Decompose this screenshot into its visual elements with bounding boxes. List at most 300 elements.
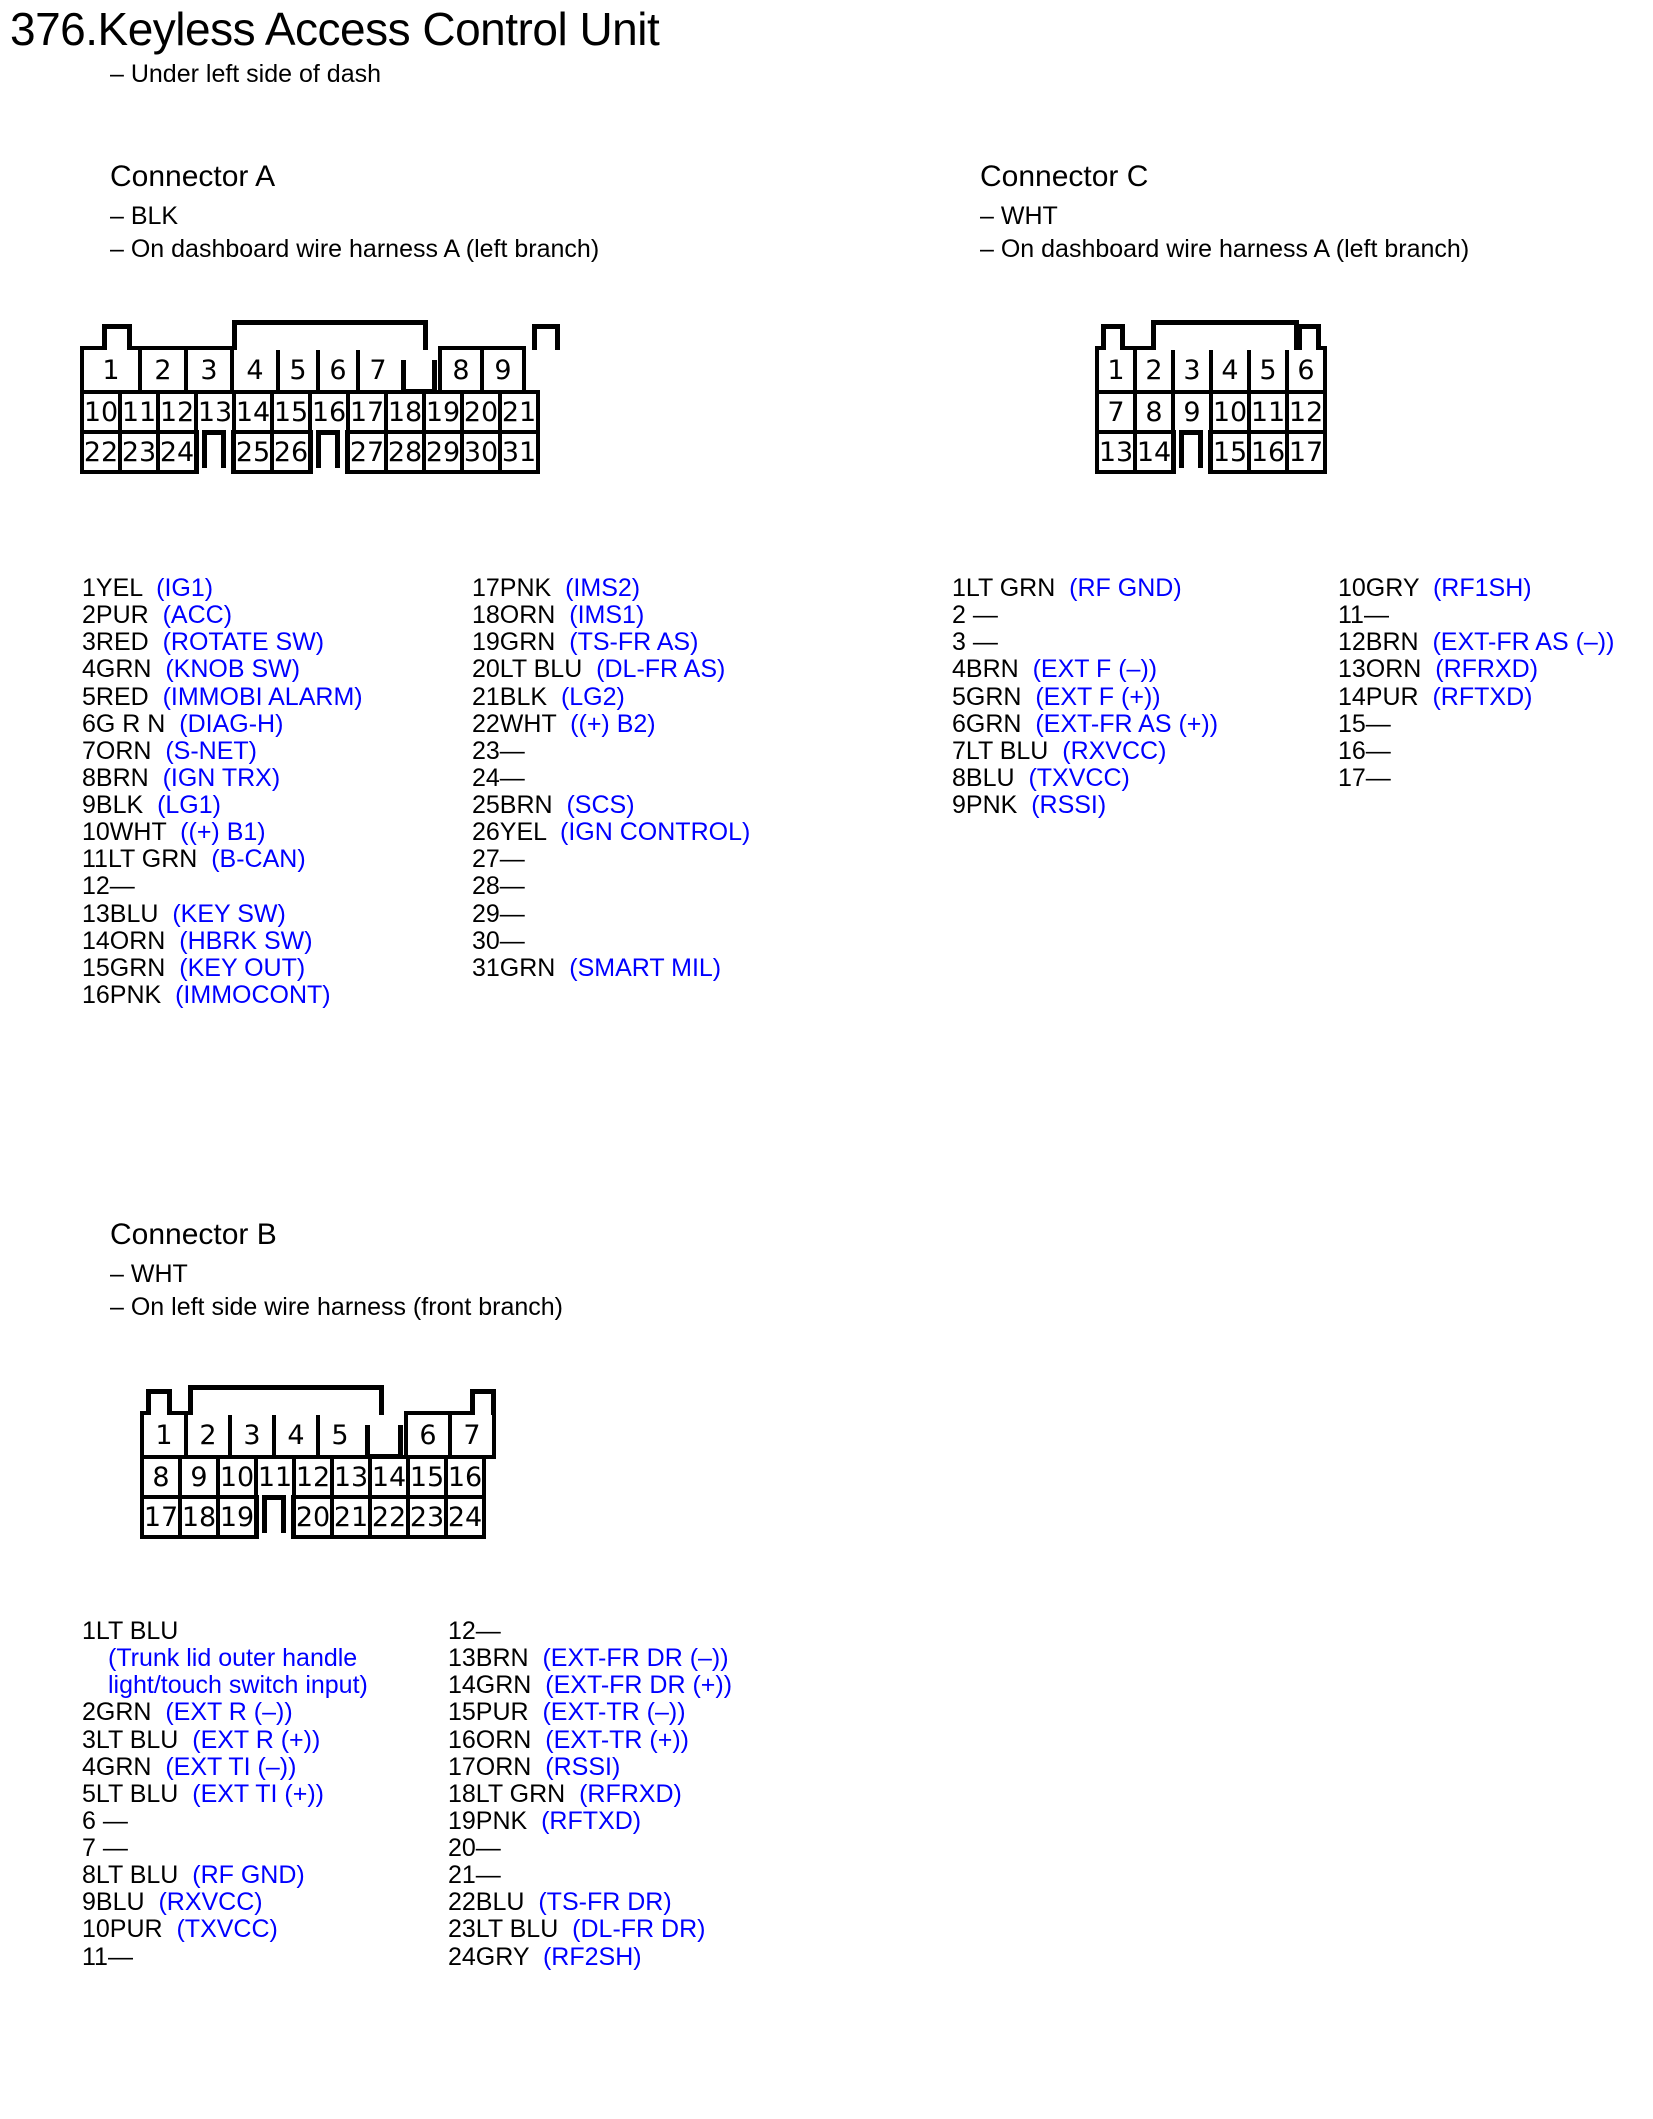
pin-signal-name: (RFRXD) bbox=[1421, 655, 1539, 684]
pin-number-and-wire: 11— bbox=[1338, 601, 1389, 630]
connector-pin-cell: 2 bbox=[184, 1411, 232, 1459]
pin-signal-name: (ACC) bbox=[148, 601, 233, 630]
connector-housing bbox=[140, 1385, 492, 1539]
pin-number-and-wire: 11LT GRN bbox=[82, 845, 198, 874]
connector-a-color-note: – BLK bbox=[110, 202, 179, 230]
connector-pin-cell: 18 bbox=[384, 390, 426, 434]
pin-signal-wrap-line: (Trunk lid outer handle bbox=[108, 1644, 358, 1673]
connector-pin-cell: 8 bbox=[140, 1455, 182, 1499]
pin-number-and-wire: 18LT GRN bbox=[448, 1779, 566, 1808]
pin-signal-name: (EXT TI (+)) bbox=[178, 1779, 324, 1808]
connector-pin-cell: 7 bbox=[448, 1411, 496, 1459]
pin-number-and-wire: 14PUR bbox=[1338, 682, 1419, 711]
connector-pin-cell: 27 bbox=[346, 430, 388, 474]
pin-number-and-wire: 3 — bbox=[952, 628, 998, 657]
pin-number-and-wire: 17— bbox=[1338, 763, 1391, 792]
pin-row bbox=[82, 1699, 368, 1726]
connector-b-location-note: – On left side wire harness (front branch) bbox=[110, 1293, 563, 1321]
connector-pin-cell: 3 bbox=[1171, 346, 1213, 394]
connector-pin-cell: 9 bbox=[480, 346, 526, 394]
connector-top-rail bbox=[1151, 320, 1299, 350]
connector-pin-cell: 21 bbox=[330, 1495, 372, 1539]
pin-signal-name: (RSSI) bbox=[531, 1752, 621, 1781]
pin-signal-name: (LG1) bbox=[143, 791, 221, 819]
pin-number-and-wire: 9BLK bbox=[82, 791, 144, 819]
pin-signal-name: (EXT R (–)) bbox=[151, 1698, 293, 1727]
connector-pin-cell: 10 bbox=[1209, 390, 1251, 434]
pin-row bbox=[82, 901, 363, 928]
pin-number-and-wire: 1LT GRN bbox=[952, 574, 1056, 602]
pin-number-and-wire: 14ORN bbox=[82, 926, 166, 955]
pin-number-and-wire: 24— bbox=[472, 763, 525, 792]
pin-row bbox=[82, 1727, 368, 1754]
connector-notch bbox=[194, 430, 236, 474]
connector-a-pinlist-left bbox=[82, 575, 363, 1009]
connector-lock-tab bbox=[532, 324, 560, 350]
pin-signal-name: (RFRXD) bbox=[565, 1779, 682, 1808]
pin-row bbox=[1338, 656, 1614, 683]
connector-b-pinlist-left bbox=[82, 1618, 368, 1971]
pin-number-and-wire: 4BRN bbox=[952, 655, 1019, 684]
pin-signal-name: (TXVCC) bbox=[162, 1915, 278, 1944]
pin-row bbox=[448, 1727, 732, 1754]
pin-row bbox=[448, 1944, 732, 1971]
connector-pin-cell: 2 bbox=[1133, 346, 1175, 394]
pin-row bbox=[472, 819, 750, 846]
pin-row bbox=[82, 928, 363, 955]
pin-number-and-wire: 1LT BLU bbox=[82, 1617, 179, 1645]
connector-pin-cell: 9 bbox=[178, 1455, 220, 1499]
pin-row bbox=[82, 1862, 368, 1889]
pin-number-and-wire: 19GRN bbox=[472, 628, 556, 657]
pin-row bbox=[952, 711, 1218, 738]
connector-c-pinlist-left bbox=[952, 575, 1218, 819]
pin-signal-name: (EXT R (+)) bbox=[178, 1725, 321, 1754]
pin-signal-name: (KNOB SW) bbox=[151, 655, 301, 684]
connector-pin-cell: 15 bbox=[1209, 430, 1251, 474]
pin-signal-name: (RXVCC) bbox=[144, 1888, 263, 1917]
pin-signal-name: (DL-FR DR) bbox=[558, 1915, 706, 1944]
pin-row bbox=[952, 575, 1218, 602]
connector-pin-cell: 5 bbox=[276, 346, 320, 394]
pin-row bbox=[472, 765, 750, 792]
connector-pin-cell: 5 bbox=[316, 1411, 364, 1459]
pin-row bbox=[82, 846, 363, 873]
pin-row bbox=[448, 1672, 732, 1699]
pin-row bbox=[952, 765, 1218, 792]
pin-number-and-wire: 12— bbox=[82, 872, 135, 901]
pin-row bbox=[82, 765, 363, 792]
connector-pin-cell: 6 bbox=[316, 346, 360, 394]
pin-number-and-wire: 4GRN bbox=[82, 1752, 152, 1781]
connector-pin-cell: 13 bbox=[194, 390, 236, 434]
connector-pin-cell: 22 bbox=[80, 430, 122, 474]
pin-number-and-wire: 10PUR bbox=[82, 1915, 163, 1944]
connector-pin-cell: 1 bbox=[140, 1411, 188, 1459]
connector-pin-cell: 17 bbox=[140, 1495, 182, 1539]
connector-pin-cell: 24 bbox=[444, 1495, 486, 1539]
connector-pin-cell: 16 bbox=[1247, 430, 1289, 474]
pin-number-and-wire: 16— bbox=[1338, 736, 1391, 765]
connector-pin-cell: 25 bbox=[232, 430, 274, 474]
pin-number-and-wire: 31GRN bbox=[472, 953, 556, 982]
pin-row bbox=[448, 1808, 732, 1835]
pin-signal-name: (DIAG-H) bbox=[165, 709, 284, 738]
pin-row bbox=[448, 1699, 732, 1726]
pin-number-and-wire: 15— bbox=[1338, 709, 1391, 738]
pin-signal-name: ((+) B2) bbox=[556, 709, 656, 738]
connector-pin-cell: 23 bbox=[406, 1495, 448, 1539]
pin-signal-name: (TXVCC) bbox=[1014, 763, 1130, 792]
connector-a-block bbox=[110, 160, 599, 266]
pin-signal-name: (TS-FR AS) bbox=[555, 628, 699, 657]
pin-row bbox=[82, 1916, 368, 1943]
pin-signal-name: (EXT F (–)) bbox=[1018, 655, 1158, 684]
pin-number-and-wire: 8LT BLU bbox=[82, 1861, 179, 1890]
connector-pin-cell: 3 bbox=[184, 346, 234, 394]
pin-row bbox=[1338, 711, 1614, 738]
pin-row bbox=[952, 656, 1218, 683]
pin-number-and-wire: 5LT BLU bbox=[82, 1779, 179, 1808]
connector-keyway-slot bbox=[360, 1411, 408, 1459]
pin-row bbox=[82, 1781, 368, 1808]
pin-row bbox=[952, 684, 1218, 711]
connector-c-color-note: – WHT bbox=[980, 202, 1058, 230]
connector-b-block bbox=[110, 1218, 563, 1324]
connector-pin-cell: 11 bbox=[118, 390, 160, 434]
connector-pin-cell: 3 bbox=[228, 1411, 276, 1459]
connector-pin-cell: 14 bbox=[1133, 430, 1175, 474]
connector-pin-row bbox=[140, 1411, 492, 1459]
pin-number-and-wire: 11— bbox=[82, 1942, 133, 1971]
connector-pin-cell: 31 bbox=[498, 430, 540, 474]
pin-number-and-wire: 5RED bbox=[82, 682, 149, 711]
pin-number-and-wire: 9PNK bbox=[952, 791, 1018, 819]
pin-row bbox=[1338, 575, 1614, 602]
connector-keyway-slot bbox=[396, 346, 442, 394]
pin-number-and-wire: 15GRN bbox=[82, 953, 166, 982]
pin-signal-name: (IGN TRX) bbox=[148, 763, 281, 792]
connector-pin-row bbox=[1095, 346, 1323, 394]
connector-a-title: Connector A bbox=[110, 160, 276, 193]
connector-pin-cell: 21 bbox=[498, 390, 540, 434]
connector-notch bbox=[308, 430, 350, 474]
connector-b-pinlist-right bbox=[448, 1618, 732, 1971]
pin-number-and-wire: 19PNK bbox=[448, 1806, 528, 1835]
pin-number-and-wire: 15PUR bbox=[448, 1698, 529, 1727]
pin-number-and-wire: 2GRN bbox=[82, 1698, 152, 1727]
pin-signal-name: (RF GND) bbox=[178, 1861, 305, 1890]
pin-row bbox=[448, 1754, 732, 1781]
pin-signal-name: (DL-FR AS) bbox=[582, 655, 726, 684]
connector-pin-cell: 6 bbox=[404, 1411, 452, 1459]
connector-pin-cell: 26 bbox=[270, 430, 312, 474]
pin-number-and-wire: 13BRN bbox=[448, 1644, 529, 1673]
pin-signal-name: (RFTXD) bbox=[1418, 682, 1533, 711]
pin-signal-name: (RF1SH) bbox=[1419, 574, 1532, 602]
pin-row bbox=[82, 684, 363, 711]
page-title: 376.Keyless Access Control Unit bbox=[10, 3, 660, 55]
pin-row bbox=[82, 1808, 368, 1835]
pin-signal-name: (IGN CONTROL) bbox=[546, 818, 751, 847]
pin-number-and-wire: 3LT BLU bbox=[82, 1725, 179, 1754]
pin-row bbox=[82, 1944, 368, 1971]
pin-row bbox=[1338, 738, 1614, 765]
pin-row bbox=[472, 846, 750, 873]
connector-a-location-note: – On dashboard wire harness A (left branch) bbox=[110, 235, 600, 263]
pin-row bbox=[472, 955, 750, 982]
pin-number-and-wire: 25BRN bbox=[472, 791, 553, 819]
connector-pin-cell: 4 bbox=[230, 346, 280, 394]
pin-number-and-wire: 10WHT bbox=[82, 818, 167, 847]
connector-lock-tab bbox=[470, 1389, 496, 1415]
connector-pin-cell: 10 bbox=[216, 1455, 258, 1499]
connector-pin-cell: 16 bbox=[308, 390, 350, 434]
connector-pin-cell: 29 bbox=[422, 430, 464, 474]
pin-row bbox=[82, 819, 363, 846]
connector-pin-cell: 16 bbox=[444, 1455, 486, 1499]
connector-lock-tab bbox=[146, 1389, 172, 1415]
pin-signal-name: (KEY OUT) bbox=[165, 953, 306, 982]
page-subtitle: – Under left side of dash bbox=[110, 60, 381, 88]
connector-pin-cell: 10 bbox=[80, 390, 122, 434]
pin-signal-name: (RSSI) bbox=[1017, 791, 1107, 819]
pin-number-and-wire: 20LT BLU bbox=[472, 655, 583, 684]
connector-lock-tab bbox=[102, 324, 132, 350]
connector-b-color-note: – WHT bbox=[110, 1260, 188, 1288]
pin-number-and-wire: 22WHT bbox=[472, 709, 557, 738]
pin-number-and-wire: 2 — bbox=[952, 601, 998, 630]
pin-row bbox=[472, 792, 750, 819]
pin-row bbox=[472, 928, 750, 955]
connector-housing bbox=[80, 320, 536, 474]
pin-row bbox=[448, 1835, 732, 1862]
connector-pin-cell: 20 bbox=[460, 390, 502, 434]
connector-pin-cell: 2 bbox=[138, 346, 188, 394]
pin-number-and-wire: 3RED bbox=[82, 628, 149, 657]
connector-pin-row bbox=[1095, 430, 1323, 474]
pin-signal-name: (IMMOBI ALARM) bbox=[148, 682, 363, 711]
connector-c-block bbox=[980, 160, 1469, 266]
pin-signal-name: (B-CAN) bbox=[197, 845, 306, 874]
pin-number-and-wire: 7LT BLU bbox=[952, 736, 1049, 765]
pin-number-and-wire: 20— bbox=[448, 1834, 501, 1862]
connector-pin-cell: 1 bbox=[1095, 346, 1137, 394]
pin-signal-name: (ROTATE SW) bbox=[148, 628, 325, 657]
pin-signal-name: (LG2) bbox=[547, 682, 625, 711]
connector-pin-cell: 13 bbox=[1095, 430, 1137, 474]
pin-row bbox=[448, 1889, 732, 1916]
pin-number-and-wire: 24GRY bbox=[448, 1942, 530, 1971]
connector-pin-cell: 15 bbox=[406, 1455, 448, 1499]
pin-row bbox=[952, 629, 1218, 656]
connector-pin-cell: 13 bbox=[330, 1455, 372, 1499]
connector-pin-cell: 17 bbox=[1285, 430, 1327, 474]
pin-row bbox=[82, 1889, 368, 1916]
connector-pin-cell: 30 bbox=[460, 430, 502, 474]
pin-row bbox=[82, 955, 363, 982]
pin-number-and-wire: 22BLU bbox=[448, 1888, 525, 1917]
pin-row bbox=[472, 711, 750, 738]
pin-signal-name: (SMART MIL) bbox=[555, 953, 722, 982]
connector-pin-cell: 14 bbox=[232, 390, 274, 434]
pin-row bbox=[82, 982, 363, 1009]
pin-number-and-wire: 13BLU bbox=[82, 899, 159, 928]
connector-top-rail bbox=[232, 320, 428, 350]
connector-pin-cell: 8 bbox=[438, 346, 484, 394]
pin-row bbox=[472, 629, 750, 656]
pin-row bbox=[472, 873, 750, 900]
pin-number-and-wire: 13ORN bbox=[1338, 655, 1422, 684]
pin-signal-name: (EXT F (+)) bbox=[1021, 682, 1161, 711]
pin-row bbox=[472, 656, 750, 683]
pin-signal-name: (HBRK SW) bbox=[165, 926, 313, 955]
pin-signal-wrap-line: light/touch switch input) bbox=[108, 1671, 368, 1700]
pin-number-and-wire: 6GRN bbox=[952, 709, 1022, 738]
connector-pin-cell: 15 bbox=[270, 390, 312, 434]
pin-row bbox=[82, 1754, 368, 1781]
pin-row bbox=[82, 1835, 368, 1862]
pin-signal-name: (TS-FR DR) bbox=[524, 1888, 672, 1917]
pin-row bbox=[472, 684, 750, 711]
pin-row bbox=[82, 1618, 368, 1645]
connector-pin-row bbox=[80, 346, 536, 394]
connector-c-location-note: – On dashboard wire harness A (left branch) bbox=[980, 235, 1470, 263]
pin-row bbox=[82, 873, 363, 900]
connector-pin-row bbox=[80, 430, 536, 474]
connector-pin-cell: 19 bbox=[422, 390, 464, 434]
connector-lock-tab bbox=[1101, 324, 1125, 350]
connector-pin-cell: 5 bbox=[1247, 346, 1289, 394]
pin-number-and-wire: 14GRN bbox=[448, 1671, 532, 1700]
pin-number-and-wire: 21BLK bbox=[472, 682, 548, 711]
connector-pin-cell: 9 bbox=[1171, 390, 1213, 434]
connector-pin-cell: 4 bbox=[272, 1411, 320, 1459]
pin-signal-name: (EXT-TR (–)) bbox=[528, 1698, 686, 1727]
pin-number-and-wire: 18ORN bbox=[472, 601, 556, 630]
pin-signal-name: (SCS) bbox=[552, 791, 635, 819]
connector-pin-row bbox=[140, 1455, 492, 1499]
pin-number-and-wire: 7 — bbox=[82, 1834, 128, 1862]
connector-b-title: Connector B bbox=[110, 1218, 277, 1251]
pin-number-and-wire: 12— bbox=[448, 1617, 501, 1645]
connector-pin-cell: 12 bbox=[1285, 390, 1327, 434]
pin-signal-name: (IMS2) bbox=[551, 574, 641, 602]
connector-top-rail bbox=[188, 1385, 384, 1415]
connector-c-pinlist-right bbox=[1338, 575, 1614, 792]
pin-number-and-wire: 8BRN bbox=[82, 763, 149, 792]
connector-lock-tab bbox=[1297, 324, 1321, 350]
pin-signal-name: (S-NET) bbox=[151, 736, 258, 765]
connector-pin-cell: 4 bbox=[1209, 346, 1251, 394]
pin-row bbox=[1338, 629, 1614, 656]
connector-pin-cell: 14 bbox=[368, 1455, 410, 1499]
pin-row bbox=[472, 575, 750, 602]
pin-signal-name: (IMS1) bbox=[555, 601, 645, 630]
connector-pin-row bbox=[140, 1495, 492, 1539]
pin-number-and-wire: 23— bbox=[472, 736, 525, 765]
pin-number-and-wire: 5GRN bbox=[952, 682, 1022, 711]
connector-notch bbox=[1171, 430, 1213, 474]
pin-row bbox=[1338, 602, 1614, 629]
pin-number-and-wire: 6 — bbox=[82, 1806, 128, 1835]
pin-signal-name: (IG1) bbox=[142, 574, 214, 602]
connector-pin-cell: 18 bbox=[178, 1495, 220, 1539]
pin-signal-name: (RXVCC) bbox=[1048, 736, 1167, 765]
pin-number-and-wire: 4GRN bbox=[82, 655, 152, 684]
connector-pin-row bbox=[80, 390, 536, 434]
connector-pin-cell: 11 bbox=[254, 1455, 296, 1499]
pin-signal-name: (KEY SW) bbox=[158, 899, 286, 928]
pin-number-and-wire: 10GRY bbox=[1338, 574, 1420, 602]
pin-row bbox=[1338, 765, 1614, 792]
connector-pin-cell: 17 bbox=[346, 390, 388, 434]
pin-signal-name: (RFTXD) bbox=[527, 1806, 642, 1835]
pin-row bbox=[472, 901, 750, 928]
connector-c-diagram bbox=[1095, 320, 1323, 474]
connector-pin-cell: 24 bbox=[156, 430, 198, 474]
pin-row bbox=[82, 575, 363, 602]
pin-number-and-wire: 12BRN bbox=[1338, 628, 1419, 657]
pin-number-and-wire: 16PNK bbox=[82, 980, 162, 1009]
pin-row bbox=[448, 1618, 732, 1645]
pin-number-and-wire: 17PNK bbox=[472, 574, 552, 602]
pin-row bbox=[82, 602, 363, 629]
pin-row bbox=[82, 656, 363, 683]
connector-pin-cell: 28 bbox=[384, 430, 426, 474]
pin-number-and-wire: 30— bbox=[472, 926, 525, 955]
pin-row bbox=[448, 1781, 732, 1808]
pin-number-and-wire: 21— bbox=[448, 1861, 501, 1890]
pin-number-and-wire: 16ORN bbox=[448, 1725, 532, 1754]
pin-row bbox=[1338, 684, 1614, 711]
connector-pin-cell: 23 bbox=[118, 430, 160, 474]
connector-a-pinlist-right bbox=[472, 575, 750, 982]
pin-number-and-wire: 7ORN bbox=[82, 736, 152, 765]
pin-row bbox=[82, 629, 363, 656]
pin-row bbox=[952, 602, 1218, 629]
pin-row bbox=[472, 602, 750, 629]
pin-number-and-wire: 6G R N bbox=[82, 709, 166, 738]
connector-pin-cell: 12 bbox=[292, 1455, 334, 1499]
connector-b-diagram bbox=[140, 1385, 492, 1539]
pin-row bbox=[448, 1645, 732, 1672]
connector-pin-cell: 1 bbox=[80, 346, 142, 394]
pin-row bbox=[448, 1862, 732, 1889]
connector-pin-cell: 22 bbox=[368, 1495, 410, 1539]
pin-number-and-wire: 1YEL bbox=[82, 574, 143, 602]
connector-pin-cell: 20 bbox=[292, 1495, 334, 1539]
pin-row bbox=[448, 1916, 732, 1943]
pin-number-and-wire: 9BLU bbox=[82, 1888, 145, 1917]
pin-signal-name: (RF GND) bbox=[1055, 574, 1182, 602]
pin-number-and-wire: 17ORN bbox=[448, 1752, 532, 1781]
pin-row bbox=[472, 738, 750, 765]
connector-pin-cell: 8 bbox=[1133, 390, 1175, 434]
connector-pin-row bbox=[1095, 390, 1323, 434]
connector-pin-cell: 12 bbox=[156, 390, 198, 434]
pin-number-and-wire: 2PUR bbox=[82, 601, 149, 630]
pin-row bbox=[82, 738, 363, 765]
pin-row bbox=[952, 792, 1218, 819]
pin-number-and-wire: 23LT BLU bbox=[448, 1915, 559, 1944]
pin-row bbox=[82, 792, 363, 819]
pin-signal-name: (IMMOCONT) bbox=[161, 980, 331, 1009]
connector-housing bbox=[1095, 320, 1323, 474]
pin-signal-name: ((+) B1) bbox=[166, 818, 266, 847]
pin-signal-name: (EXT TI (–)) bbox=[151, 1752, 297, 1781]
connector-pin-cell: 11 bbox=[1247, 390, 1289, 434]
